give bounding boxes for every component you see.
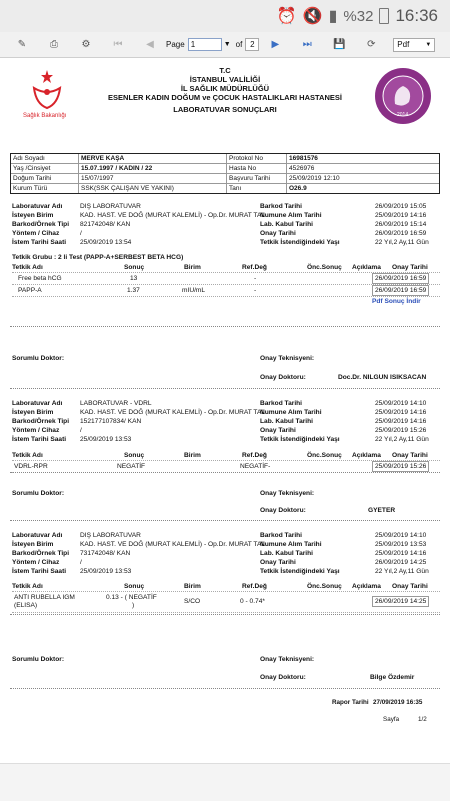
print-icon[interactable]: ⎙ — [50, 39, 58, 50]
req-time-label: İstem Tarihi Saati — [12, 436, 67, 443]
divider — [10, 326, 440, 327]
save-icon[interactable]: 💾 — [333, 39, 346, 50]
protocol-label: Protokol No — [227, 154, 287, 163]
header-line5: LABORATUVAR SONUÇLARI — [173, 105, 277, 114]
test-group-title: Tetkik Grubu : 2 li Test (PAPP-A+SERBEST BETA HCG) — [12, 254, 184, 261]
patient-name: MERVE KAŞA — [79, 154, 227, 163]
bottom-nav-area — [0, 763, 450, 801]
divider — [10, 472, 440, 473]
page-input[interactable]: 1 — [188, 38, 222, 51]
lab-value: LABORATUVAR - VDRL — [80, 400, 152, 407]
barcode-value: 821742048/ KAN — [80, 221, 131, 228]
col-ref-header: Ref.Değ — [242, 264, 267, 271]
method-label: Yöntem / Cihaz — [12, 427, 60, 434]
clock: 16:36 — [395, 6, 438, 25]
lab-label: Laboratuvar Adı — [12, 203, 63, 210]
approve-doctor-label: Onay Doktoru: — [260, 507, 306, 514]
lab-accept-value: 25/09/2019 14:16 — [375, 418, 427, 425]
report-document — [0, 58, 450, 763]
req-unit-label: İsteyen Birim — [12, 212, 54, 219]
req-unit-label: İsteyen Birim — [12, 409, 54, 416]
barcode-date-value: 25/09/2019 14:10 — [375, 400, 427, 407]
total-pages: 2 — [245, 38, 259, 51]
approve-doctor-name: Doc.Dr. NILGUN ISIKSACAN — [338, 374, 427, 381]
mute-icon: 🔇 — [302, 8, 323, 25]
test-name-method: (ELISA) — [14, 602, 38, 609]
col-unit-header: Birim — [184, 264, 201, 271]
divider — [10, 614, 440, 615]
col-approve-header: Onay Tarihi — [392, 452, 428, 459]
next-page-icon[interactable]: ▶ — [271, 39, 280, 50]
page-footer-value: 1/2 — [418, 716, 427, 723]
test-ref: 0 - 0.74* — [240, 598, 265, 605]
approve-doctor-name: Bilge Özdemir — [370, 674, 415, 681]
hospital-logo-year: 2014 — [397, 112, 409, 118]
lab-accept-value: 25/09/2019 14:16 — [375, 550, 427, 557]
format-value: Pdf — [397, 40, 410, 49]
req-unit-value: KAD. HAST. VE DOĞ (MURAT KALEMLİ) - Op.Dr. MURAT TAL — [80, 409, 266, 416]
approve-tech-label: Onay Teknisyeni: — [260, 490, 315, 497]
header-line3: İL SAĞLIK MÜDÜRLÜĞÜ — [180, 84, 270, 93]
col-test-header: Tetkik Adı — [12, 583, 43, 590]
lab-value: DIŞ LABORATUVAR — [80, 203, 141, 210]
col-note-header: Açıklama — [352, 583, 381, 590]
prev-page-icon[interactable]: ◀ — [146, 39, 154, 50]
last-page-icon[interactable]: ⏭ — [302, 39, 312, 50]
method-value: / — [80, 559, 82, 566]
col-prev-header: Önc.Sonuç — [307, 583, 342, 590]
test-approve-date: 26/09/2019 16:59 — [372, 285, 429, 296]
pdf-result-download-link[interactable]: Pdf Sonuç İndir — [372, 298, 421, 305]
method-value: / — [80, 230, 82, 237]
test-name: Free beta hCG — [18, 275, 62, 282]
sample-date-value: 25/09/2019 14:16 — [375, 212, 427, 219]
table-row — [12, 284, 440, 297]
barcode-label: Barkod/Örnek Tipi — [12, 418, 70, 425]
approve-date-value: 26/09/2019 14:25 — [375, 559, 427, 566]
lab-accept-label: Lab. Kabul Tarihi — [260, 221, 313, 228]
col-ref-header: Ref.Değ — [242, 583, 267, 590]
lab-accept-label: Lab. Kabul Tarihi — [260, 418, 313, 425]
alarm-icon: ⏰ — [276, 8, 297, 25]
approve-date-value: 26/09/2019 16:59 — [375, 230, 427, 237]
barcode-date-value: 25/09/2019 14:10 — [375, 532, 427, 539]
barcode-date-label: Barkod Tarihi — [260, 203, 303, 210]
req-age-value: 22 Yıl,2 Ay,11 Gün — [375, 239, 429, 246]
method-label: Yöntem / Cihaz — [12, 559, 60, 566]
patient-age: 15.07.1997 / KADIN / 22 — [79, 164, 227, 173]
barcode-value: 152177107834/ KAN — [80, 418, 142, 425]
test-name: ANTI RUBELLA IGM — [14, 594, 75, 601]
approve-date-label: Onay Tarihi — [260, 230, 296, 237]
test-result: 13 — [130, 275, 138, 282]
lab-label: Laboratuvar Adı — [12, 400, 63, 407]
protocol-no: 16981576 — [289, 155, 318, 162]
test-name: VDRL-RPR — [14, 463, 48, 470]
format-select[interactable]: Pdf ▼ — [393, 38, 435, 52]
approve-tech-label: Onay Teknisyeni: — [260, 355, 315, 362]
page-footer-label: Sayfa — [383, 716, 400, 723]
col-result-header: Sonuç — [124, 583, 145, 590]
col-test-header: Tetkik Adı — [12, 452, 43, 459]
app-date: 25/09/2019 12:10 — [289, 175, 340, 182]
patient-inst: SSK(SSK ÇALIŞAN VE YAKINI) — [79, 184, 227, 193]
test-ref: - — [254, 275, 257, 282]
req-age-value: 22 Yıl,2 Ay,11 Gün — [375, 436, 429, 443]
test-ref: - — [254, 287, 257, 294]
test-approve-date: 26/09/2019 14:25 — [372, 596, 429, 607]
method-value: / — [80, 427, 82, 434]
lab-block-1 — [12, 203, 442, 343]
col-result-header: Sonuç — [124, 264, 145, 271]
dob-label: Doğum Tarihi — [11, 174, 79, 183]
signal-icon: ▮ — [328, 8, 338, 25]
req-age-value: 22 Yıl,2 Ay,11 Gün — [375, 568, 429, 575]
inst-label: Kurum Türü — [11, 184, 79, 193]
diag-label: Tanı — [227, 184, 287, 193]
lab-block-2 — [12, 400, 442, 480]
method-label: Yöntem / Cihaz — [12, 230, 60, 237]
sample-date-label: Numune Alım Tarihi — [260, 212, 322, 219]
test-approve-date: 25/09/2019 15:26 — [372, 461, 429, 472]
req-age-label: Tetkik İstendiğindeki Yaşı — [260, 568, 340, 575]
of-label: of — [235, 40, 243, 49]
report-date-value: 27/09/2019 16:35 — [373, 699, 423, 706]
req-unit-value: KAD. HAST. VE DOĞ (MURAT KALEMLİ) - Op.Dr. MURAT TAL — [80, 212, 266, 219]
status-bar — [0, 0, 450, 32]
table-row — [12, 591, 440, 613]
sample-date-label: Numune Alım Tarihi — [260, 409, 322, 416]
patient-dob: 15/07/1997 — [79, 174, 227, 183]
patient-no-label: Hasta No — [227, 164, 287, 173]
barcode-date-label: Barkod Tarihi — [260, 400, 303, 407]
col-result-header: Sonuç — [124, 452, 145, 459]
refresh-icon[interactable]: ⟳ — [367, 39, 376, 50]
sample-date-value: 25/09/2019 14:16 — [375, 409, 427, 416]
lab-value: DIŞ LABORATUVAR — [80, 532, 141, 539]
battery-percent: %32 — [343, 7, 374, 25]
col-prev-header: Önc.Sonuç — [307, 452, 342, 459]
test-result: 1.37 — [127, 287, 140, 294]
approve-date-value: 25/09/2019 15:26 — [375, 427, 427, 434]
test-result-end: ) — [132, 602, 135, 609]
req-time-value: 25/09/2019 13:53 — [80, 436, 132, 443]
req-unit-value: KAD. HAST. VE DOĞ (MURAT KALEMLİ) - Op.Dr. MURAT TAL — [80, 541, 266, 548]
col-note-header: Açıklama — [352, 264, 381, 271]
header-line2: İSTANBUL VALİLİĞİ — [189, 75, 261, 84]
edit-icon[interactable]: ✎ — [17, 39, 27, 50]
req-time-value: 25/09/2019 13:53 — [80, 568, 132, 575]
test-unit: mIU/mL — [182, 287, 206, 294]
battery-icon — [379, 8, 389, 24]
barcode-label: Barkod/Örnek Tipi — [12, 550, 70, 557]
page-label: Page — [166, 40, 185, 49]
divider — [10, 688, 440, 689]
approve-doctor-label: Onay Doktoru: — [260, 374, 306, 381]
ministry-logo-text: Sağlık Bakanlığı — [23, 113, 67, 119]
req-age-label: Tetkik İstendiğindeki Yaşı — [260, 239, 340, 246]
approve-date-label: Onay Tarihi — [260, 427, 296, 434]
barcode-label: Barkod/Örnek Tipi — [12, 221, 70, 228]
printer-settings-icon[interactable]: ⚙ — [81, 39, 91, 50]
col-unit-header: Birim — [184, 583, 201, 590]
req-unit-label: İsteyen Birim — [12, 541, 54, 548]
col-unit-header: Birim — [184, 452, 201, 459]
app-date-label: Başvuru Tarihi — [227, 174, 287, 183]
name-label: Adı Soyadı — [11, 154, 79, 163]
diag-code: O26.9 — [289, 185, 307, 192]
barcode-date-label: Barkod Tarihi — [260, 532, 303, 539]
test-unit: S/CO — [184, 598, 201, 605]
first-page-icon[interactable]: ⏮ — [113, 39, 123, 50]
test-ref: NEGATİF- — [240, 463, 271, 470]
test-result: 0.13 - ( NEGATİF — [106, 594, 157, 601]
barcode-value: 731742048/ KAN — [80, 550, 131, 557]
pdf-toolbar — [0, 32, 450, 58]
req-time-label: İstem Tarihi Saati — [12, 239, 67, 246]
barcode-date-value: 26/09/2019 15:05 — [375, 203, 427, 210]
resp-doctor-label: Sorumlu Doktor: — [12, 490, 65, 497]
approve-tech-label: Onay Teknisyeni: — [260, 656, 315, 663]
header-line4: ESENLER KADIN DOĞUM ve ÇOCUK HASTALIKLARI HASTANESİ — [108, 93, 342, 102]
col-approve-header: Onay Tarihi — [392, 583, 428, 590]
sample-date-value: 25/09/2019 13:53 — [375, 541, 427, 548]
approve-date-label: Onay Tarihi — [260, 559, 296, 566]
col-approve-header: Onay Tarihi — [392, 264, 428, 271]
col-test-header: Tetkik Adı — [12, 264, 43, 271]
lab-label: Laboratuvar Adı — [12, 532, 63, 539]
divider — [10, 520, 440, 521]
age-label: Yaş /Cinsiyet — [11, 164, 79, 173]
req-time-value: 25/09/2019 13:54 — [80, 239, 132, 246]
col-prev-header: Önc.Sonuç — [307, 264, 342, 271]
col-note-header: Açıklama — [352, 452, 381, 459]
lab-accept-label: Lab. Kabul Tarihi — [260, 550, 313, 557]
test-name: PAPP-A — [18, 287, 42, 294]
divider — [10, 388, 440, 389]
resp-doctor-label: Sorumlu Doktor: — [12, 355, 65, 362]
col-ref-header: Ref.Değ — [242, 452, 267, 459]
sample-date-label: Numune Alım Tarihi — [260, 541, 322, 548]
req-time-label: İstem Tarihi Saati — [12, 568, 67, 575]
test-result: NEGATİF — [117, 463, 146, 470]
approve-doctor-name: GYETER — [368, 507, 396, 514]
approve-doctor-label: Onay Doktoru: — [260, 674, 306, 681]
patient-no: 4526976 — [289, 165, 315, 172]
resp-doctor-label: Sorumlu Doktor: — [12, 656, 65, 663]
lab-block-3 — [12, 532, 442, 612]
req-age-label: Tetkik İstendiğindeki Yaşı — [260, 436, 340, 443]
report-date-label: Rapor Tarihi — [332, 699, 369, 706]
test-approve-date: 26/09/2019 16:59 — [372, 273, 429, 284]
page-dropdown-icon[interactable]: ▼ — [223, 41, 231, 48]
patient-info-table — [10, 153, 440, 194]
lab-accept-value: 26/09/2019 15:14 — [375, 221, 427, 228]
header-line1: T.C — [219, 66, 231, 75]
